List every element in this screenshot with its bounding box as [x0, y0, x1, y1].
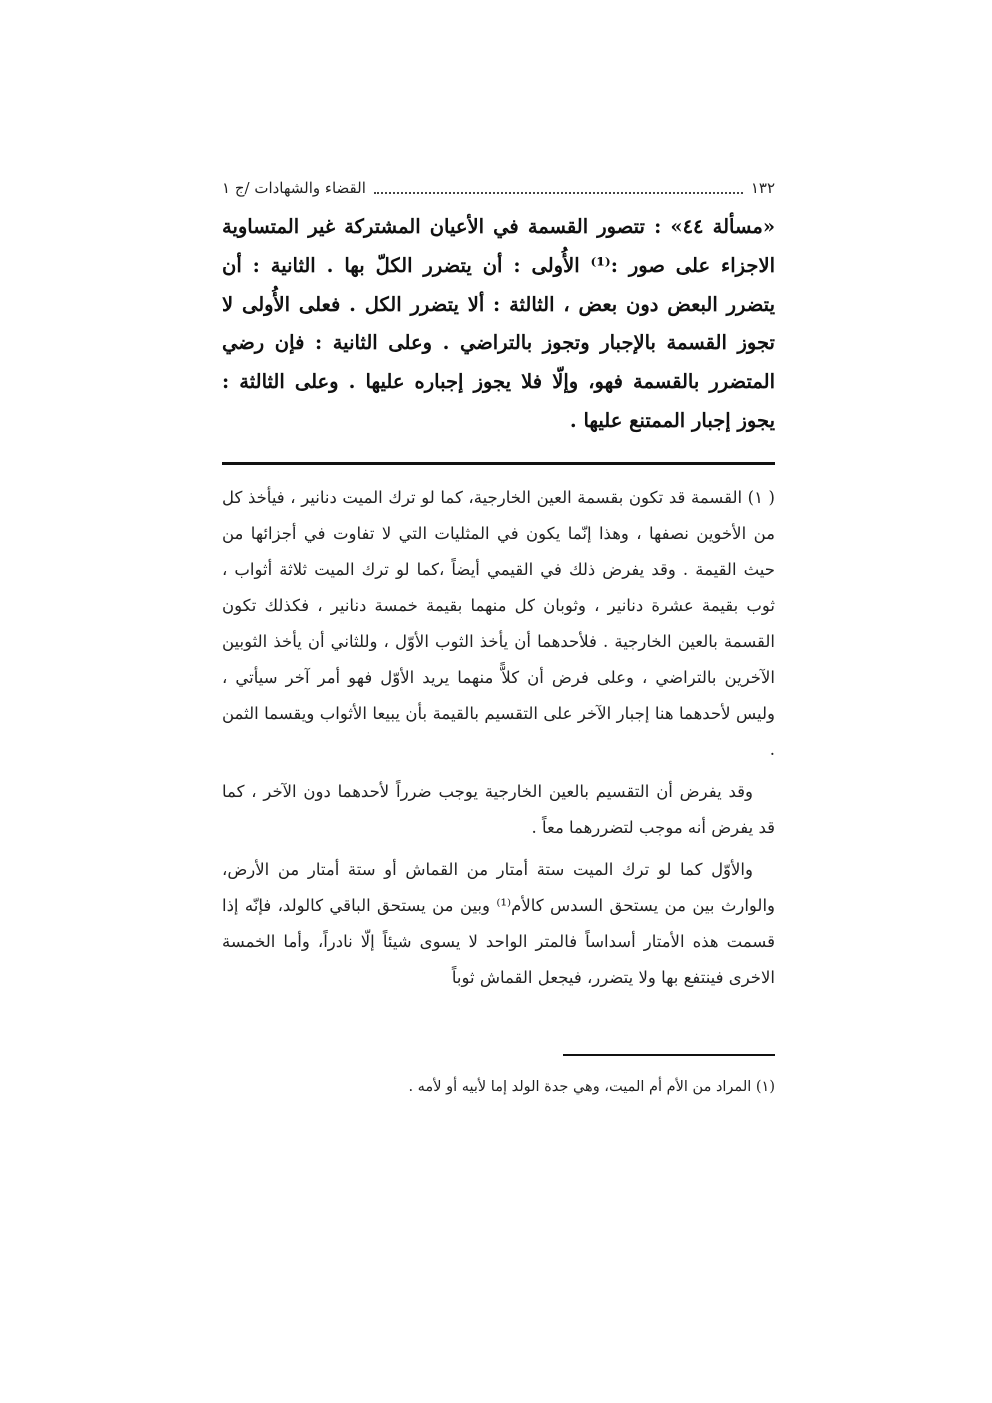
commentary-paragraph-1: ( ١) القسمة قد تكون بقسمة العين الخارجية، كما لو ترك الميت دنانير ، فيأخذ كل من الأخوين نصفها ، وهذا إنّما يكون في المثليات التي لا تفاوت في أجزائها من حيث القيمة . وقد يفرض ذلك في القيمي أيضاً ،كما لو ترك الميت ثلاثة أثواب ، ثوب بقيمة عشرة دنانير ، وثوبان كل منهما بقيمة خمسة دنانير ، فكذلك تكون القسمة بالعين الخارجية . فلأحدهما أن يأخذ الثوب الأوّل ، وللثاني أن يأخذ الثوبين الآخرين بالتراضي ، وعلى فرض أن كلاًّ منهما يريد الأوّل فهو أمر آخر سيأتي ، وليس لأحدهما هنا إجبار الآخر على التقسيم بالقيمة بأن يبيعا الأثواب ويقسما الثمن .	[222, 488, 775, 759]
page-number: ١٣٢	[750, 179, 775, 197]
leader-dots	[374, 192, 743, 194]
commentary-paragraph-3: والأوّل كما لو ترك الميت ستة أمتار من القماش أو ستة أمتار من الأرض، والوارث بين من يستحق السدس كالأم⁽¹⁾ وبين من يستحق الباقي كالولد، فإنّه إذا قسمت هذه الأمتار أسداساً فالمتر الواحد لا يسوى شيئاً إلّا نادراً، وأما الخمسة الاخرى فينتفع بها ولا يتضرر، فيجعل القماش ثوباً	[222, 860, 776, 987]
running-header	[222, 176, 775, 200]
footnote: (١) المراد من الأم أم الميت، وهي جدة الولد إما لأبيه أو لأمه .	[408, 1079, 775, 1095]
main-paragraph: «مسألة ٤٤» : تتصور القسمة في الأعيان المشتركة غير المتساوية الاجزاء على صور :⁽¹⁾ الأُولى : أن يتضرر الكلّ بها . الثانية : أن يتضرر البعض دون بعض ، الثالثة : ألا يتضرر الكل . فعلى الأُولى لا تجوز القسمة بالإجبار وتجوز بالتراضي . وعلى الثانية : فإن رضي المتضرر بالقسمة فهو، وإلّا فلا يجوز إجباره عليها . وعلى الثالثة : يجوز إجبار الممتنع عليها .	[222, 215, 776, 432]
commentary-paragraph-2: وقد يفرض أن التقسيم بالعين الخارجية يوجب ضرراً لأحدهما دون الآخر ، كما قد يفرض أنه موجب لتضررهما معاً .	[222, 782, 775, 837]
footnote-divider	[563, 1054, 775, 1056]
book-title: القضاء والشهادات /ج ١	[222, 179, 366, 197]
commentary-block	[222, 480, 775, 996]
section-divider	[222, 462, 775, 465]
